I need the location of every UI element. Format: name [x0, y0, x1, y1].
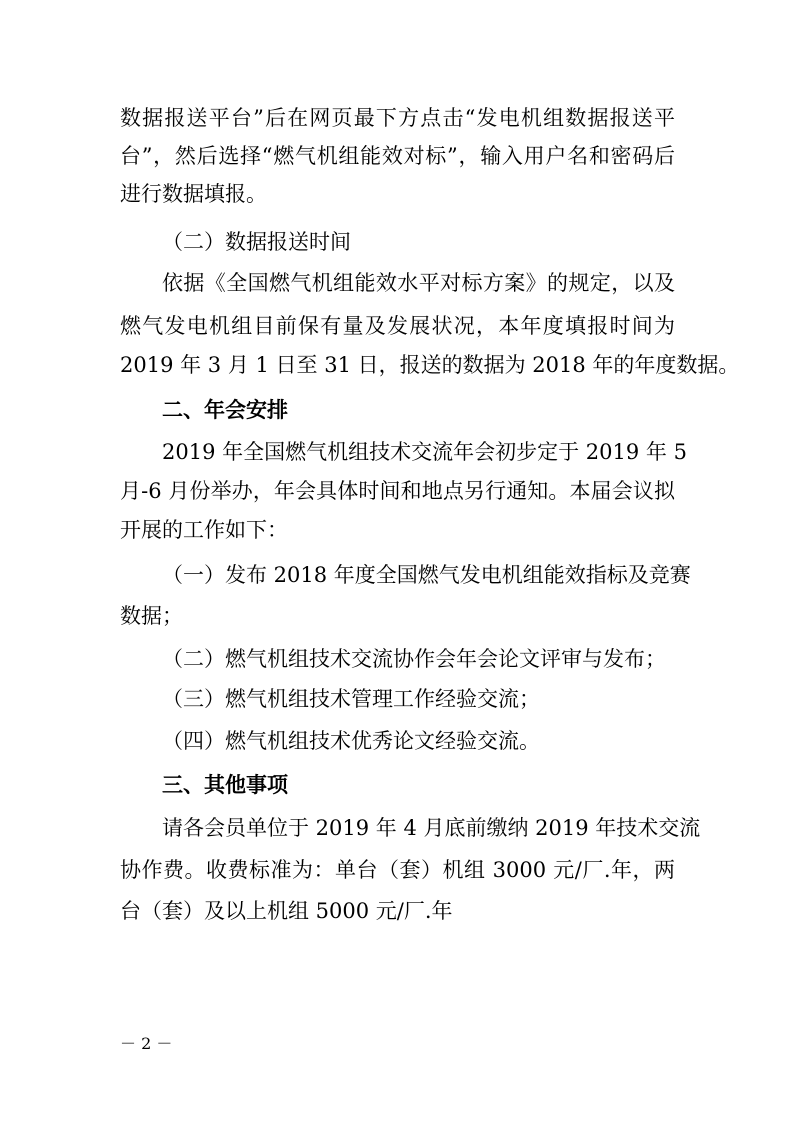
paragraph-line: 台（套）及以上机组 5000 元/厂.年: [120, 899, 453, 923]
paragraph-line: 数据报送平台”后在网页最下方点击“发电机组数据报送平: [120, 106, 675, 130]
list-item-continuation: 数据；: [120, 604, 183, 628]
paragraph-line: 进行数据填报。: [120, 182, 267, 206]
heading-annual-meeting: 二、年会安排: [162, 398, 288, 422]
heading-other-matters: 三、其他事项: [162, 773, 288, 797]
page-number: － 2 －: [120, 1034, 173, 1053]
paragraph-line: 依据《全国燃气机组能效水平对标方案》的规定，以及: [162, 271, 675, 295]
paragraph-line: 燃气发电机组目前保有量及发展状况，本年度填报时间为: [120, 314, 675, 338]
paragraph-line: 月-6 月份举办，年会具体时间和地点另行通知。本届会议拟: [120, 479, 675, 503]
list-item: （一）发布 2018 年度全国燃气发电机组能效指标及竞赛: [162, 563, 691, 587]
paragraph-line: 协作费。收费标准为：单台（套）机组 3000 元/厂.年，两: [120, 858, 675, 882]
list-item: （三）燃气机组技术管理工作经验交流；: [162, 687, 540, 711]
paragraph-line: 2019 年全国燃气机组技术交流年会初步定于 2019 年 5: [162, 440, 687, 464]
list-item: （二）燃气机组技术交流协作会年会论文评审与发布；: [162, 647, 666, 671]
subheading-data-time: （二）数据报送时间: [162, 230, 351, 254]
list-item: （四）燃气机组技术优秀论文经验交流。: [162, 729, 540, 753]
paragraph-line: 请各会员单位于 2019 年 4 月底前缴纳 2019 年技术交流: [162, 816, 701, 840]
paragraph-line: 2019 年 3 月 1 日至 31 日，报送的数据为 2018 年的年度数据。: [120, 353, 740, 377]
paragraph-line: 台”，然后选择“燃气机组能效对标”，输入用户名和密码后: [120, 144, 675, 168]
paragraph-line: 开展的工作如下：: [120, 518, 288, 542]
